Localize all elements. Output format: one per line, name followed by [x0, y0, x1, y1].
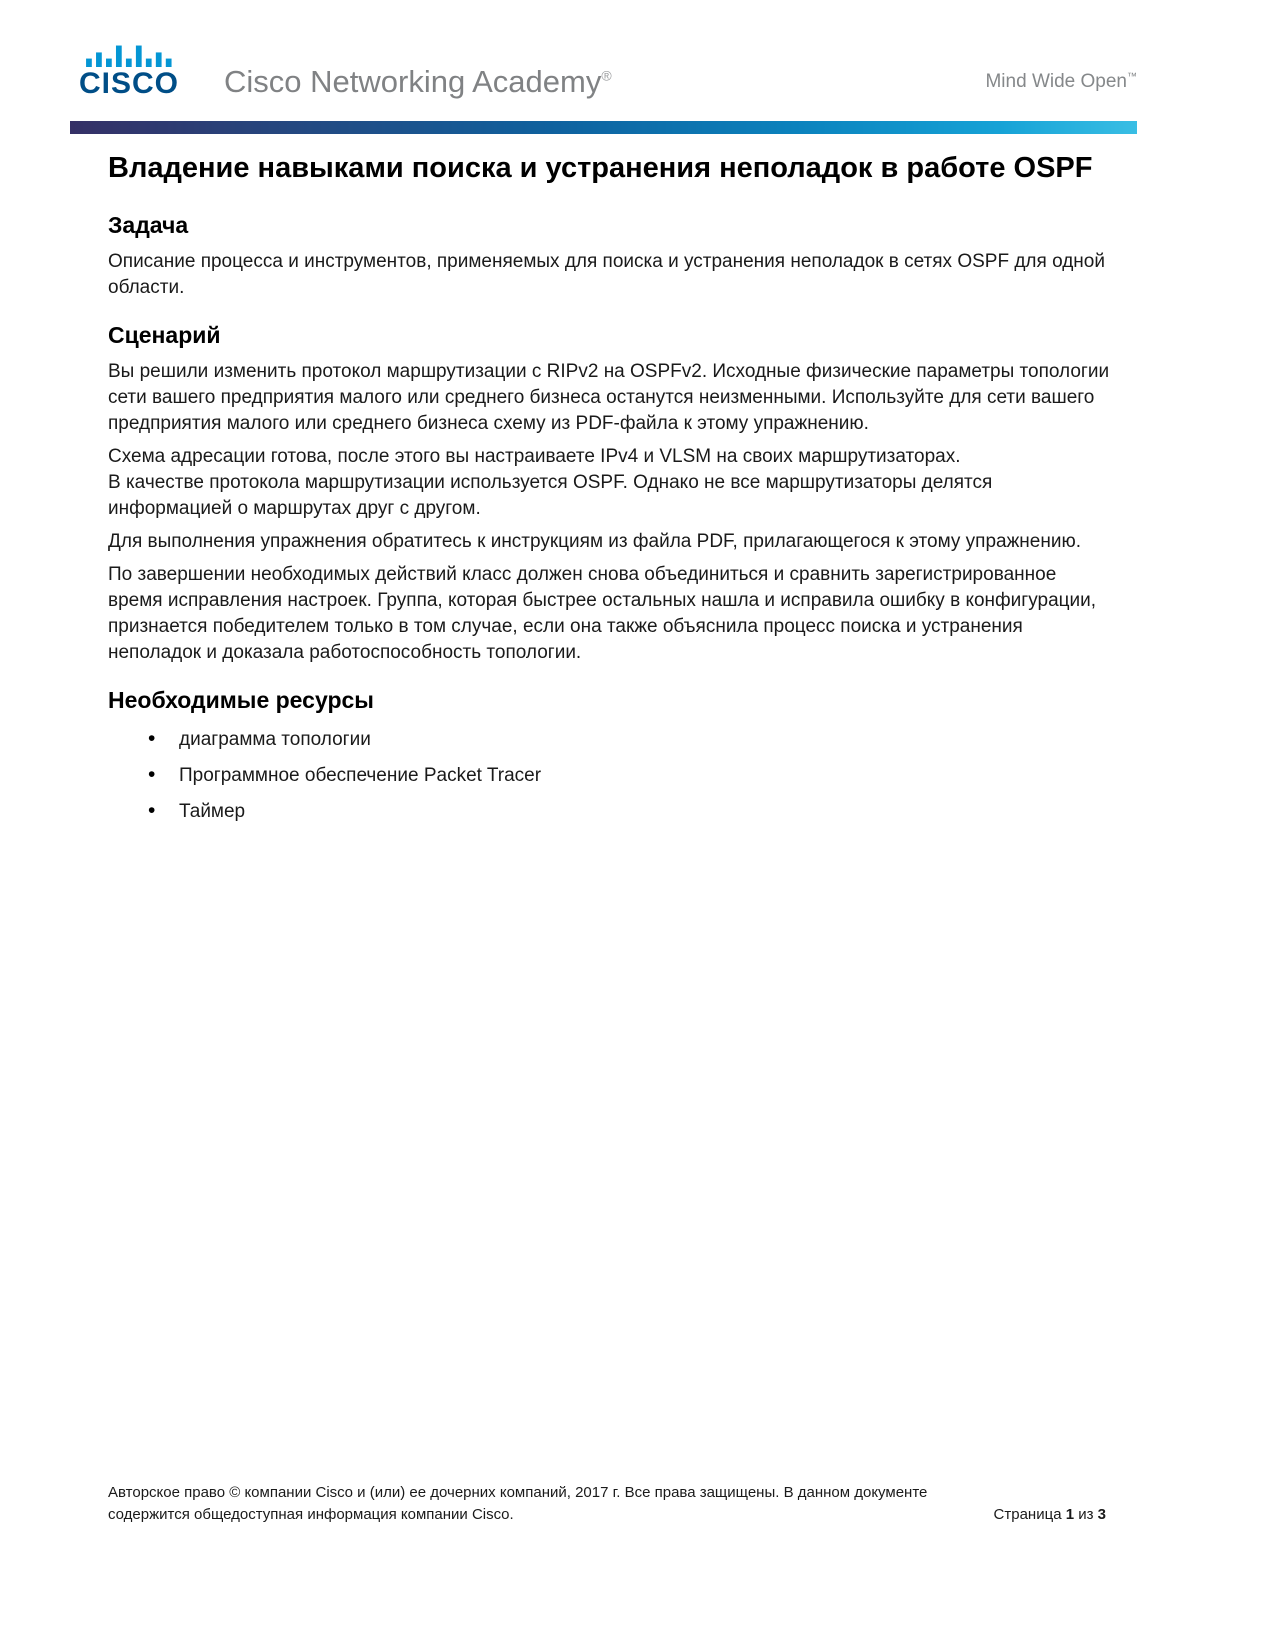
cisco-logo: [70, 44, 188, 99]
document-content: [108, 150, 1113, 837]
scenario-paragraph: Схема адресации готова, после этого вы настраиваете IPv4 и VLSM на своих маршрутизаторах.: [108, 446, 961, 467]
tagline: [985, 71, 1137, 99]
list-item-text: Программное обеспечение Packet Tracer: [179, 765, 542, 786]
document-title: Владение навыками поиска и устранения неполадок в работе OSPF: [108, 152, 1093, 184]
list-item: [146, 729, 1113, 751]
scenario-paragraph: По завершении необходимых действий класс должен снова объединиться и сравнить зарегистрированное время исправления настроек. Группа, которая быстрее остальных нашла и исправила ошибку в конфигурации, признается победителем только в том случае, если она также объяснила процесс поиска и устранения неполадок и доказала работоспособность топологии.: [108, 564, 1097, 663]
scenario-paragraph: Для выполнения упражнения обратитесь к инструкциям из файла PDF, прилагающегося к этому упражнению.: [108, 531, 1081, 552]
list-item: [146, 765, 1113, 787]
page-total: 3: [1097, 1506, 1106, 1523]
bullet-icon: [148, 800, 155, 822]
page-number: [994, 1504, 1106, 1526]
brand-title: [224, 66, 612, 99]
page-of: из: [1078, 1506, 1094, 1523]
section-heading-scenario: Сценарий: [108, 322, 221, 348]
cisco-logo-text: CISCO: [78, 67, 179, 100]
section-heading-resources: Необходимые ресурсы: [108, 687, 374, 713]
page-footer: [108, 1482, 1106, 1526]
list-item-text: диаграмма топологии: [179, 729, 371, 750]
trademark-mark: ™: [1127, 71, 1137, 83]
scenario-paragraph: В качестве протокола маршрутизации используется OSPF. Однако не все маршрутизаторы делятся информацией о маршрутах друг с другом.: [108, 472, 993, 519]
bullet-icon: [148, 728, 155, 750]
copyright-text: Авторское право © компании Cisco и (или) ее дочерних компаний, 2017 г. Все права защищены. В данном документе содержится общедоступная информация компании Cisco.: [108, 1484, 928, 1523]
tagline-text: Mind Wide Open: [985, 71, 1127, 92]
resources-list: [108, 729, 1113, 823]
brand-text: Cisco Networking Academy: [224, 64, 602, 99]
cisco-logo-icon: [77, 44, 181, 67]
page-header: [70, 44, 1137, 99]
task-paragraph: Описание процесса и инструментов, применяемых для поиска и устранения неполадок в сетях OSPF для одной области.: [108, 251, 1105, 298]
bullet-icon: [148, 764, 155, 786]
list-item-text: Таймер: [179, 801, 246, 822]
registered-mark: ®: [601, 67, 612, 84]
page-label: Страница: [993, 1506, 1062, 1523]
page-current: 1: [1065, 1506, 1075, 1523]
section-heading-task: Задача: [108, 212, 189, 238]
header-gradient-bar: [70, 121, 1137, 134]
scenario-paragraph: Вы решили изменить протокол маршрутизации с RIPv2 на OSPFv2. Исходные физические параметры топологии сети вашего предприятия малого или среднего бизнеса останутся неизменными. Используйте для сети вашего предприятия малого или среднего бизнеса схему из PDF-файла к этому упражнению.: [108, 361, 1110, 434]
list-item: [146, 801, 1113, 823]
